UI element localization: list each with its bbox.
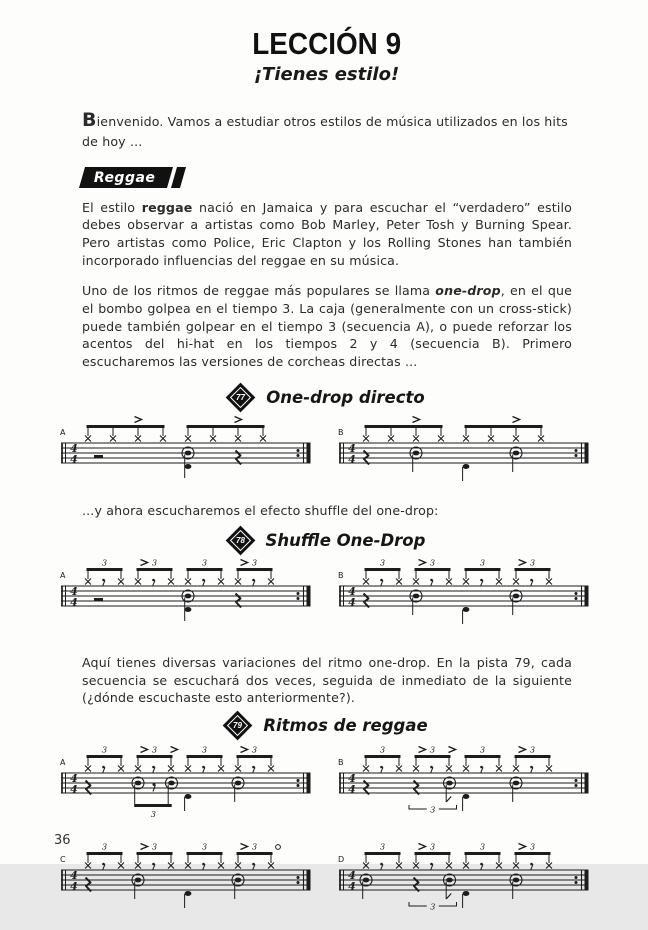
svg-text:3: 3 [150,809,156,819]
track-77-notation-row [58,415,598,491]
svg-text:B: B [338,428,344,438]
track-79-number: 79 [233,720,243,730]
stave-78-A [58,558,320,634]
stave-79-B [336,745,598,833]
svg-text:3: 3 [529,745,536,755]
svg-text:4: 4 [70,453,78,467]
svg-text:3: 3 [529,842,536,852]
svg-text:4: 4 [70,595,78,609]
track-78-number: 78 [235,536,245,546]
svg-text:4: 4 [70,782,78,796]
svg-text:3: 3 [151,558,158,568]
svg-text:4: 4 [348,442,356,456]
svg-text:3: 3 [429,842,436,852]
svg-text:3: 3 [430,805,436,815]
track-79-notation-row-2 [58,842,598,930]
svg-text:3: 3 [251,558,258,568]
svg-text:3: 3 [479,842,486,852]
reggae-section-banner [82,167,598,188]
svg-text:3: 3 [201,842,208,852]
svg-text:3: 3 [101,842,108,852]
svg-text:3: 3 [201,558,208,568]
track-79-heading [55,713,598,738]
svg-text:3: 3 [479,558,486,568]
svg-text:D: D [338,854,345,864]
track-79-title: Ritmos de reggae [263,715,428,735]
track-78-badge-diamond-icon [229,530,250,551]
track-79-badge-diamond-icon [227,715,248,736]
banner-body [79,167,173,188]
svg-text:3: 3 [529,558,536,568]
svg-text:A: A [60,571,66,581]
svg-text:4: 4 [70,772,78,786]
shuffle-note-line: ...y ahora escucharemos el efecto shuffle del one-drop: [82,503,439,519]
stave-79-D [336,842,598,930]
onedrop-paragraph: Uno de los ritmos de reggae más populares se llama one-drop, en el que el bombo golpea en el tiempo 3. La caja (generalmente con un cross-stick) puede también golpear en el tiempo 3 (secuencia A), o puede reforzar los acentos del hi-hat en los tiempos 2 y 4 (secuencia B). Primero escucharemos las versiones de corcheas directas ... [82,283,572,369]
svg-text:3: 3 [479,745,486,755]
svg-text:4: 4 [348,772,356,786]
stave-77-A [58,415,320,491]
svg-text:4: 4 [348,453,356,467]
svg-text:3: 3 [379,558,386,568]
svg-text:3: 3 [379,842,386,852]
svg-text:3: 3 [251,842,258,852]
svg-text:4: 4 [70,585,78,599]
svg-text:3: 3 [429,745,436,755]
svg-text:4: 4 [348,869,356,883]
stave-78-B [336,558,598,634]
svg-text:4: 4 [70,869,78,883]
svg-text:B: B [338,571,344,581]
svg-text:3: 3 [251,745,258,755]
page-number: 36 [54,833,71,848]
svg-text:3: 3 [429,558,436,568]
page-title: LECCIÓN 9 [252,26,401,61]
svg-text:A: A [60,757,66,767]
stave-77-B [336,415,598,491]
svg-text:3: 3 [101,558,108,568]
svg-text:A: A [60,428,66,438]
svg-text:4: 4 [348,585,356,599]
page-subtitle: ¡Tienes estilo! [253,63,400,85]
variations-paragraph: Aquí tienes diversas variaciones del ritmo one-drop. En la pista 79, cada secuencia se escuchará dos veces, seguida de inmediato de la siguiente (¿dónde escuchaste esto anteriormente?). [82,655,572,706]
svg-text:3: 3 [201,745,208,755]
track-77-number: 77 [236,393,246,403]
reggae-paragraph: El estilo reggae nació en Jamaica y para escuchar el “verdadero” estilo debes observar a artistas como Bob Marley, Peter Tosh y Burning Spear. Pero artistas como Police, Eric Clapton y los Rolling Stones han también incorporado influencias del reggae en su música. [82,199,572,268]
svg-text:B: B [338,757,344,767]
track-78-title: Shuffle One-Drop [265,531,426,551]
svg-text:4: 4 [70,442,78,456]
track-79-notation-row-1 [58,745,598,833]
svg-text:3: 3 [151,745,158,755]
svg-text:4: 4 [348,595,356,609]
svg-text:3: 3 [151,842,158,852]
track-77-title: One-drop directo [266,388,425,408]
svg-text:C: C [60,854,66,864]
svg-text:4: 4 [348,782,356,796]
svg-text:4: 4 [348,879,356,893]
banner-tip-decoration [171,167,186,188]
track-78-heading [55,528,598,553]
svg-text:3: 3 [379,745,386,755]
banner-label: Reggae [94,169,156,186]
stave-79-C [58,842,320,930]
svg-text:3: 3 [101,745,108,755]
track-77-badge-diamond-icon [230,387,251,408]
track-78-notation-row [58,558,598,634]
intro-paragraph: Bienvenido. Vamos a estudiar otros estilos de música utilizados en los hits de hoy ... [82,108,568,150]
svg-text:4: 4 [70,879,78,893]
svg-text:3: 3 [430,902,436,912]
track-77-heading [55,385,598,410]
stave-79-A [58,745,320,833]
